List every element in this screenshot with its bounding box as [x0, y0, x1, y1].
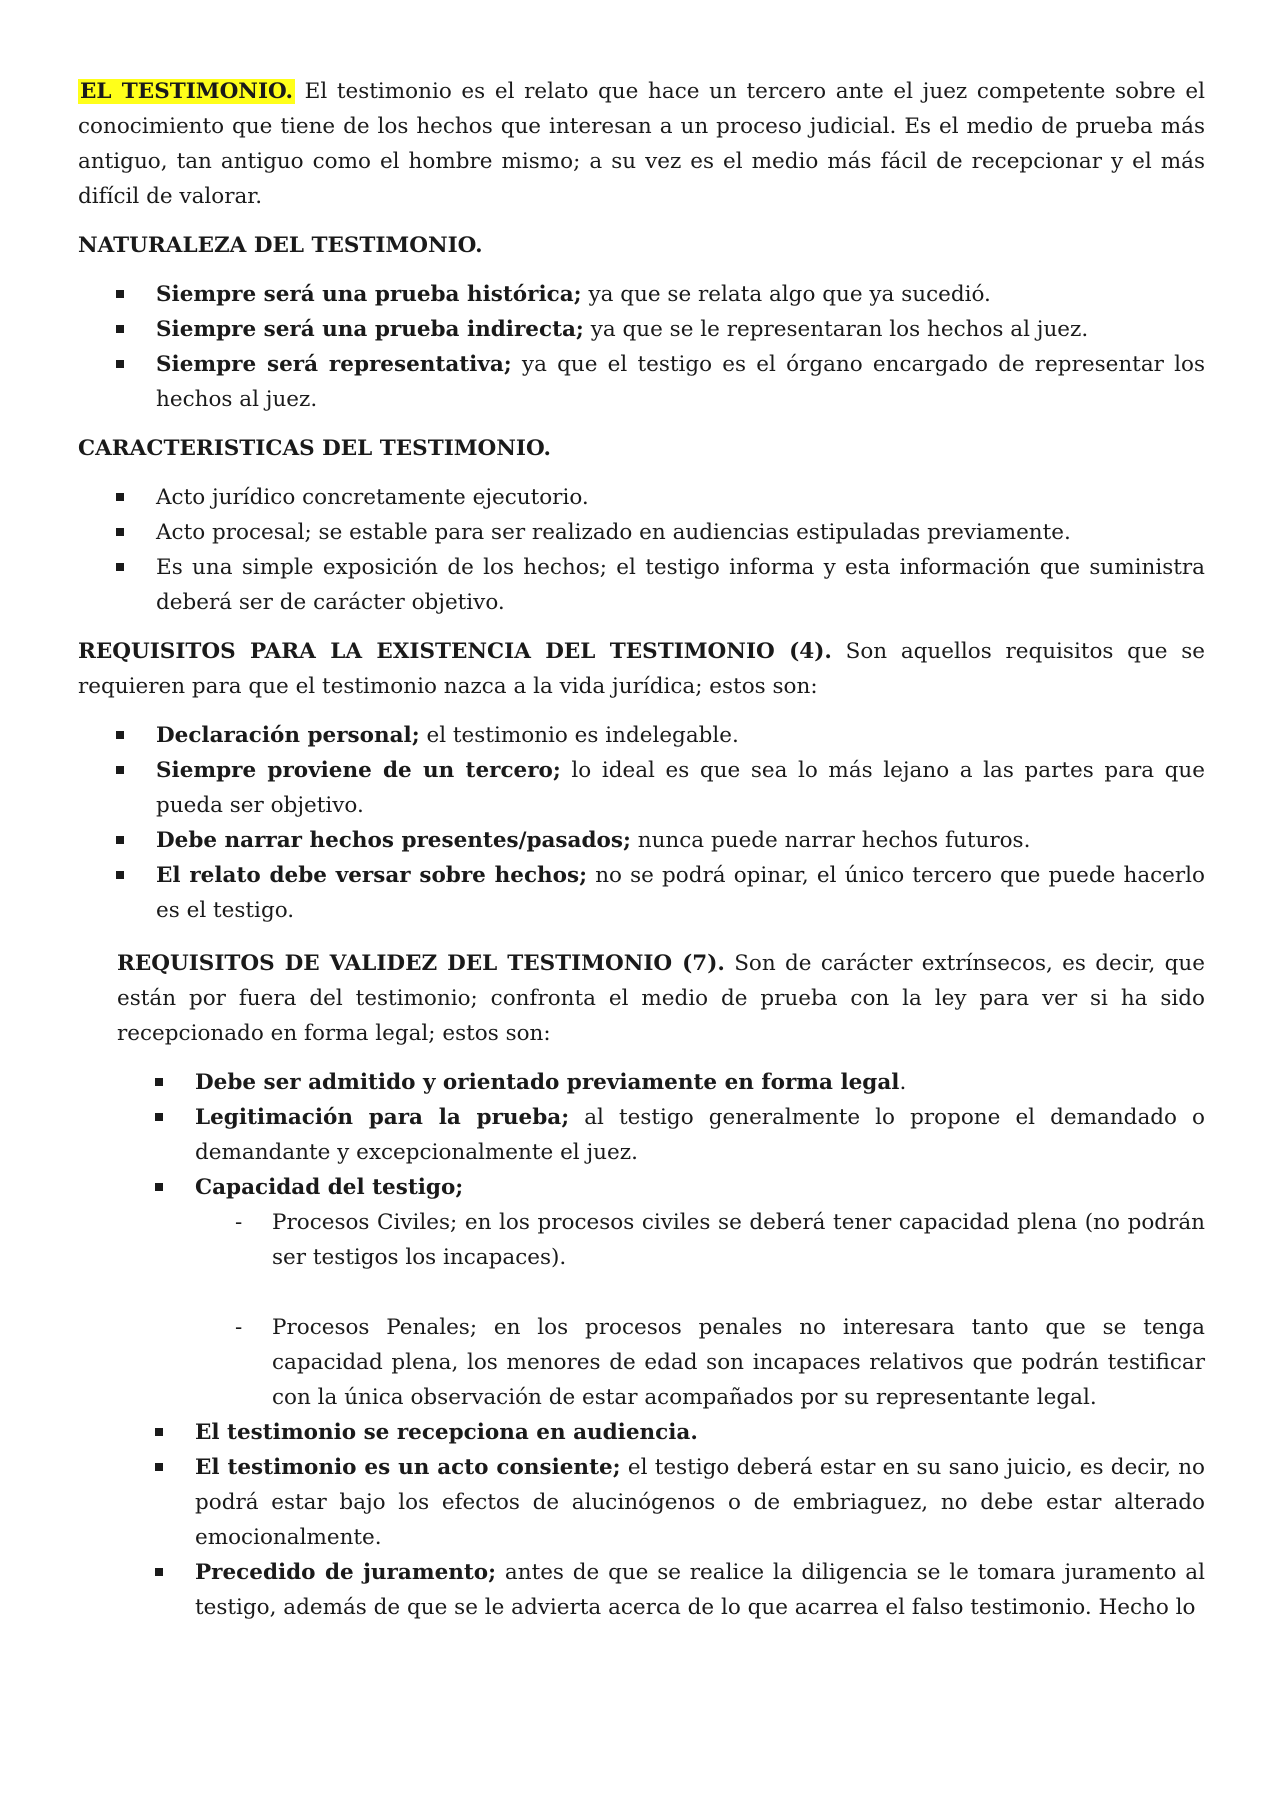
list-item-bold: El testimonio se recepciona en audiencia.	[195, 1420, 698, 1445]
list-item: Acto procesal; se estable para ser realizado en audiencias estipuladas previamente.	[78, 515, 1205, 550]
capacidad-sublist	[117, 1205, 1205, 1415]
list-item-text: lo ideal es que sea lo más lejano a las partes para que pueda ser objetivo.	[156, 758, 1205, 818]
existencia-heading: REQUISITOS PARA LA EXISTENCIA DEL TESTIMONIO (4).	[78, 639, 832, 664]
list-item-bold: Siempre será una prueba histórica;	[156, 282, 582, 307]
list-item-bold: Siempre será una prueba indirecta;	[156, 317, 584, 342]
validez-list-a	[117, 1065, 1205, 1205]
dash-bullet: -	[235, 1210, 243, 1235]
list-item-bold: Legitimación para la prueba;	[195, 1105, 570, 1130]
existencia-text: Son aquellos requisitos que se requieren para que el testimonio nazca a la vida jurídica; estos son:	[78, 639, 1205, 699]
list-item	[78, 347, 1205, 417]
intro-text: El testimonio es el relato que hace un tercero ante el juez competente sobre el conocimiento que tiene de los hechos que interesan a un proceso judicial. Es el medio de prueba más antiguo, tan antiguo como el hombre mismo; a su vez es el medio más fácil de recepcionar y el más difícil de valorar.	[78, 79, 1205, 209]
sublist-item-text: Procesos Civiles; en los procesos civiles se deberá tener capacidad plena (no podrán ser testigos los incapaces).	[272, 1210, 1205, 1270]
dash-bullet: -	[235, 1315, 243, 1340]
list-item	[117, 1450, 1205, 1555]
list-item	[117, 1100, 1205, 1170]
list-item-text: nunca puede narrar hechos futuros.	[630, 828, 1031, 853]
list-item-text: .	[899, 1070, 907, 1095]
list-item-bold: Debe ser admitido y orientado previamente en forma legal	[195, 1070, 900, 1095]
list-item	[78, 277, 1205, 312]
list-item	[78, 753, 1205, 823]
list-item-bold: Debe narrar hechos presentes/pasados;	[156, 828, 631, 853]
list-item	[78, 718, 1205, 753]
list-item-bold: El relato debe versar sobre hechos;	[156, 863, 588, 888]
intro-highlight-label: EL TESTIMONIO.	[80, 79, 293, 104]
naturaleza-list	[78, 277, 1205, 417]
list-item-text: no se podrá opinar, el único tercero que puede hacerlo es el testigo.	[156, 863, 1206, 923]
list-item-bold: Declaración personal;	[156, 723, 420, 748]
validez-paragraph	[117, 946, 1205, 1051]
list-item-text: el testigo deberá estar en su sano juicio, es decir, no podrá estar bajo los efectos de alucinógenos o de embriaguez, no debe estar alterado emocionalmente.	[195, 1455, 1205, 1550]
list-item	[117, 1170, 1205, 1205]
list-item-text: ya que se relata algo que ya sucedió.	[581, 282, 991, 307]
list-item-bold: Siempre proviene de un tercero;	[156, 758, 561, 783]
validez-text: Son de carácter extrínsecos, es decir, que están por fuera del testimonio; confronta el medio de prueba con la ley para ver si ha sido recepcionado en forma legal; estos son:	[117, 951, 1206, 1046]
sublist-item	[117, 1205, 1205, 1275]
caracteristicas-list	[78, 480, 1205, 620]
list-item-bold: Capacidad del testigo;	[195, 1175, 464, 1200]
sublist-item-text: Procesos Penales; en los procesos penales no interesara tanto que se tenga capacidad plena, los menores de edad son incapaces relativos que podrán testificar con la única observación de estar acompañados por su representante legal.	[272, 1315, 1205, 1410]
caracteristicas-heading: CARACTERISTICAS DEL TESTIMONIO.	[78, 436, 551, 461]
document-page	[78, 74, 1205, 1639]
validez-list-b	[117, 1415, 1205, 1625]
list-item-text: ya que se le representaran los hechos al juez.	[583, 317, 1089, 342]
list-item	[117, 1415, 1205, 1450]
naturaleza-heading: NATURALEZA DEL TESTIMONIO.	[78, 233, 483, 258]
list-item-text: antes de que se realice la diligencia se le tomara juramento al testigo, además de que se le advierta acerca de lo que acarrea el falso testimonio. Hecho lo	[195, 1560, 1206, 1620]
list-item	[117, 1555, 1205, 1625]
list-item	[78, 858, 1205, 928]
list-item	[117, 1065, 1205, 1100]
existencia-paragraph	[78, 634, 1205, 704]
list-item: Es una simple exposición de los hechos; el testigo informa y esta información que suministra deberá ser de carácter objetivo.	[78, 550, 1205, 620]
validez-heading: REQUISITOS DE VALIDEZ DEL TESTIMONIO (7).	[117, 951, 725, 976]
validez-section	[117, 946, 1205, 1625]
sublist-item	[117, 1310, 1205, 1415]
intro-paragraph	[78, 74, 1205, 214]
list-item-text: el testimonio es indelegable.	[419, 723, 739, 748]
list-item-bold: El testimonio es un acto consiente;	[195, 1455, 621, 1480]
list-item-text: al testigo generalmente lo propone el demandado o demandante y excepcionalmente el juez.	[195, 1105, 1206, 1165]
existencia-list	[78, 718, 1205, 928]
list-item-bold: Precedido de juramento;	[195, 1560, 497, 1585]
list-item-bold: Siempre será representativa;	[156, 352, 512, 377]
list-item	[78, 312, 1205, 347]
list-item	[78, 823, 1205, 858]
list-item: Acto jurídico concretamente ejecutorio.	[78, 480, 1205, 515]
list-item-text: ya que el testigo es el órgano encargado de representar los hechos al juez.	[156, 352, 1205, 412]
